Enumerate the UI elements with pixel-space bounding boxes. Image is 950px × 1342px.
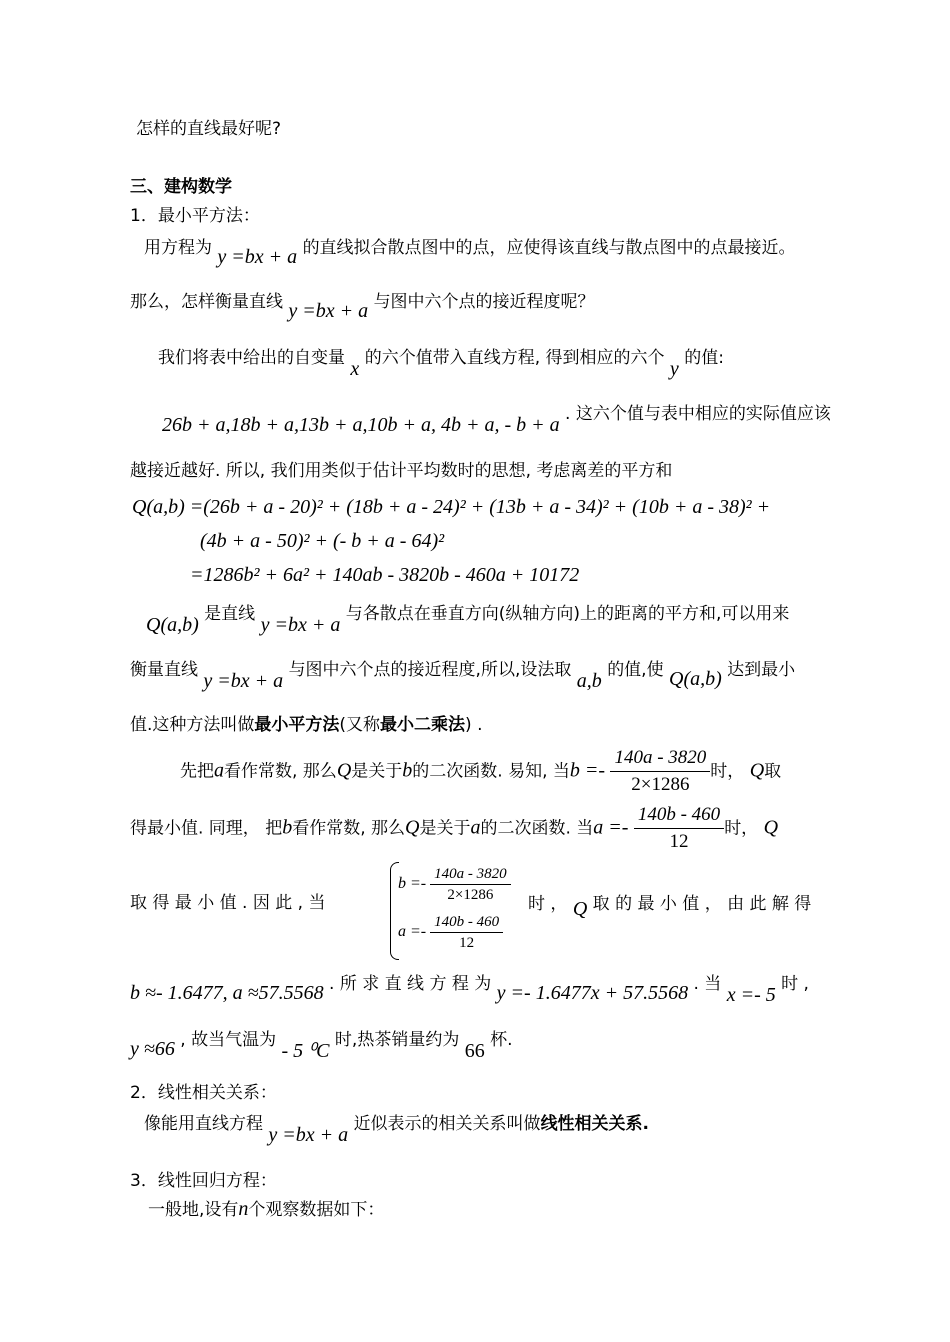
text: 达到最小 xyxy=(727,660,796,680)
equation: y =bx + a xyxy=(268,1124,349,1146)
variable: b xyxy=(282,816,293,839)
text: 时 , xyxy=(781,974,809,994)
text: (又称 xyxy=(339,715,381,735)
equation: y =bx + a xyxy=(260,614,341,636)
paragraph-line xyxy=(146,602,790,636)
text: 取 得 最 小 值 . 因 此 , 当 xyxy=(130,893,326,913)
text: 是关于 xyxy=(351,761,403,782)
variable: Q xyxy=(336,759,352,782)
variable: a xyxy=(214,759,224,782)
text: , 故当气温为 xyxy=(180,1030,277,1050)
fraction: $\frac{140a - 3820}{2\times 1286}$ xyxy=(610,745,710,798)
text: 看作常数, 那么 xyxy=(292,818,406,839)
variable: Q xyxy=(572,898,588,920)
variable: Q xyxy=(763,816,779,839)
text: 与各散点在垂直方向(纵轴方向)上的距离的平方和,可以用来 xyxy=(345,604,790,624)
fraction: $\frac{140b - 460}{12}$ xyxy=(634,802,724,855)
text: ) . xyxy=(465,715,483,735)
text: 衡量直线 xyxy=(130,660,198,680)
text: 的六个值带入直线方程, 得到相应的六个 xyxy=(364,348,665,368)
term: 最小二乘法 xyxy=(380,715,466,735)
paragraph-line: 越接近越好. 所以, 我们用类似于估计平均数时的思想, 考虑离差的平方和 xyxy=(130,461,673,481)
variable: x xyxy=(350,358,360,380)
equation: x =- 5 xyxy=(726,984,776,1006)
equation-line: =1286b² + 6a² + 140ab - 3820b - 460a + 10172 xyxy=(190,564,580,586)
paragraph-line xyxy=(130,972,809,1006)
equation: a =- xyxy=(593,816,629,839)
equation: y =bx + a xyxy=(217,246,298,268)
text: 是关于 xyxy=(419,818,471,839)
text: 个观察数据如下： xyxy=(248,1200,385,1220)
equation-line: (4b + a - 50)² + (- b + a - 64)² xyxy=(200,530,445,552)
equation: y =bx + a xyxy=(288,300,369,322)
text: 得最小值. 同理， 把 xyxy=(130,818,283,839)
variable: a,b xyxy=(576,670,602,692)
text: 杯. xyxy=(490,1030,513,1050)
text: 用方程为 xyxy=(144,238,212,258)
text-line: 怎样的直线最好呢? xyxy=(136,119,282,139)
text: 时， xyxy=(710,761,745,782)
paragraph-line xyxy=(180,745,781,798)
text: 的二次函数. 当 xyxy=(480,818,594,839)
text: 与图中六个点的接近程度,所以,设法取 xyxy=(288,660,572,680)
variable: y xyxy=(669,358,679,380)
equation: y ≈66 xyxy=(130,1038,175,1060)
equation: 26b + a,18b + a,13b + a,10b + a, 4b + a, - b + a xyxy=(162,414,560,436)
equation: Q(a,b) xyxy=(146,614,199,636)
variable: Q xyxy=(749,759,765,782)
variable: b xyxy=(402,759,413,782)
variable: n xyxy=(238,1198,249,1220)
text: 取 的 最 小 值 ， 由 此 解 得 xyxy=(592,894,812,914)
variable: Q xyxy=(405,816,420,839)
subsection-heading: 2．线性相关关系： xyxy=(130,1083,277,1103)
number: 66 xyxy=(464,1040,485,1062)
text: 一般地,设有 xyxy=(148,1200,239,1220)
equation-line: Q(a,b) =(26b + a - 20)² + (18b + a - 24)² + (13b + a - 34)² + (10b + a - 38)² + xyxy=(132,496,771,518)
text: 取 xyxy=(764,761,782,782)
text: 先把 xyxy=(180,761,214,782)
text: 的二次函数. 易知, 当 xyxy=(412,761,570,782)
paragraph-line xyxy=(528,892,812,920)
text: 值.这种方法叫做 xyxy=(130,715,255,735)
subsection-heading: 3．线性回归方程： xyxy=(130,1171,277,1191)
paragraph-line xyxy=(130,714,483,736)
equation: y =bx + a xyxy=(203,670,284,692)
paragraph-line xyxy=(148,1198,384,1221)
paragraph-line xyxy=(158,346,724,380)
equation: - 5 ⁰C xyxy=(281,1040,330,1062)
equation: y =- 1.6477x + 57.5568 xyxy=(496,982,689,1004)
paragraph-line xyxy=(130,892,325,914)
system-row: b =- $\frac{140a - 3820}{2\times 1286}$ xyxy=(398,864,511,905)
text: 近似表示的相关关系叫做 xyxy=(353,1114,541,1134)
text: 与图中六个点的接近程度呢？ xyxy=(373,292,595,312)
paragraph-line xyxy=(130,802,778,855)
subsection-heading: 1．最小平方法： xyxy=(130,206,260,226)
text: 我们将表中给出的自变量 xyxy=(158,348,345,368)
variable: a xyxy=(470,816,481,839)
equation: b ≈- 1.6477, a ≈57.5568 xyxy=(130,982,324,1004)
text: 的值,使 xyxy=(607,660,664,680)
equation: Q(a,b) xyxy=(669,668,722,690)
paragraph-line xyxy=(144,1112,650,1146)
text: 的直线拟合散点图中的点，应使得该直线与散点图中的点最接近。 xyxy=(302,238,796,258)
text: 那么，怎样衡量直线 xyxy=(130,292,283,312)
system-row: a =- $\frac{140b - 460}{12}$ xyxy=(398,912,503,953)
text: . 当 xyxy=(693,974,722,994)
equation-system xyxy=(380,862,540,960)
text: 看作常数, 那么 xyxy=(224,761,337,782)
paragraph-line xyxy=(130,1028,513,1062)
text: 的值: xyxy=(684,348,724,368)
text: 像能用直线方程 xyxy=(144,1114,263,1134)
text: . 这六个值与表中相应的实际值应该 xyxy=(565,404,831,424)
text: 是直线 xyxy=(204,604,256,624)
equation: b =- xyxy=(569,759,606,782)
paragraph-line xyxy=(130,290,595,322)
text: . 所 求 直 线 方 程 为 xyxy=(329,974,492,994)
paragraph-line xyxy=(144,236,796,268)
paragraph-line xyxy=(162,402,831,436)
paragraph-line xyxy=(130,658,796,692)
text: 时 ， xyxy=(528,894,568,914)
term: 最小平方法 xyxy=(254,715,340,735)
section-heading: 三、建构数学 xyxy=(130,177,232,197)
text: 时,热茶销量约为 xyxy=(334,1030,460,1050)
text: 时， xyxy=(724,818,759,839)
term: 线性相关关系. xyxy=(540,1114,650,1134)
